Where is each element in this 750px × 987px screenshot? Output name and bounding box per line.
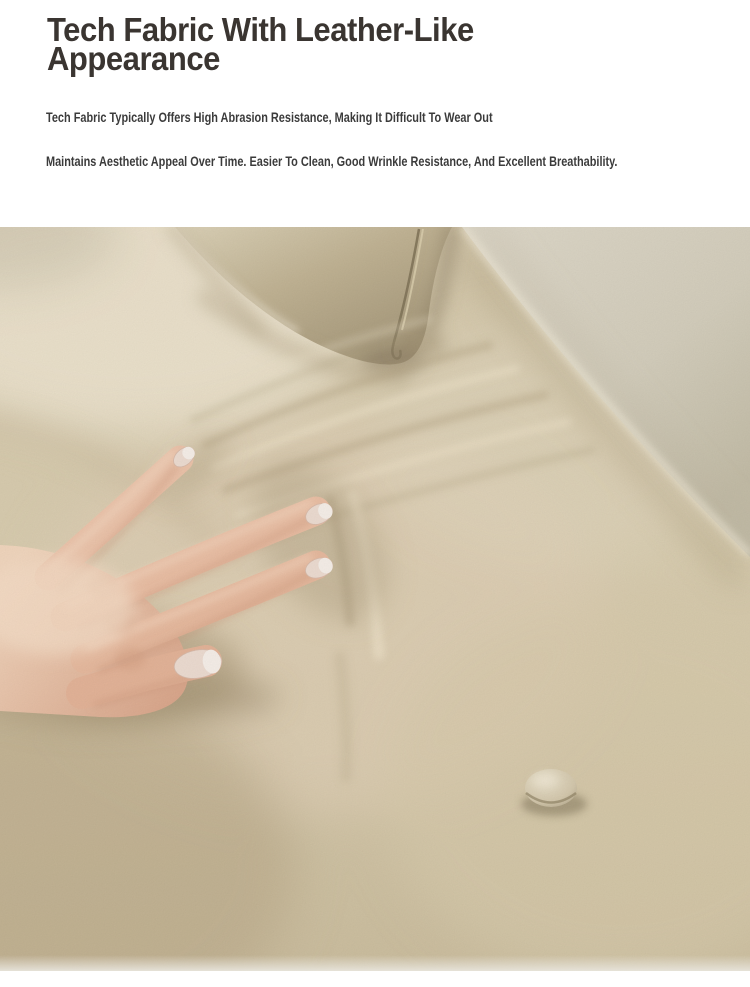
description-line-1: Tech Fabric Typically Offers High Abrasion Resistance, Making It Difficult To Wear Out xyxy=(46,109,493,125)
product-photo xyxy=(0,227,750,971)
section-title xyxy=(47,11,501,77)
title-line-2: Appearance xyxy=(47,40,220,77)
description-line-2: Maintains Aesthetic Appeal Over Time. Easier To Clean, Good Wrinkle Resistance, And Excellent Breathability. xyxy=(46,153,618,169)
fabric-grain-texture xyxy=(0,227,750,971)
title-line-1: Tech Fabric With Leather-Like xyxy=(47,11,474,48)
photo-bottom-fade xyxy=(0,955,750,971)
